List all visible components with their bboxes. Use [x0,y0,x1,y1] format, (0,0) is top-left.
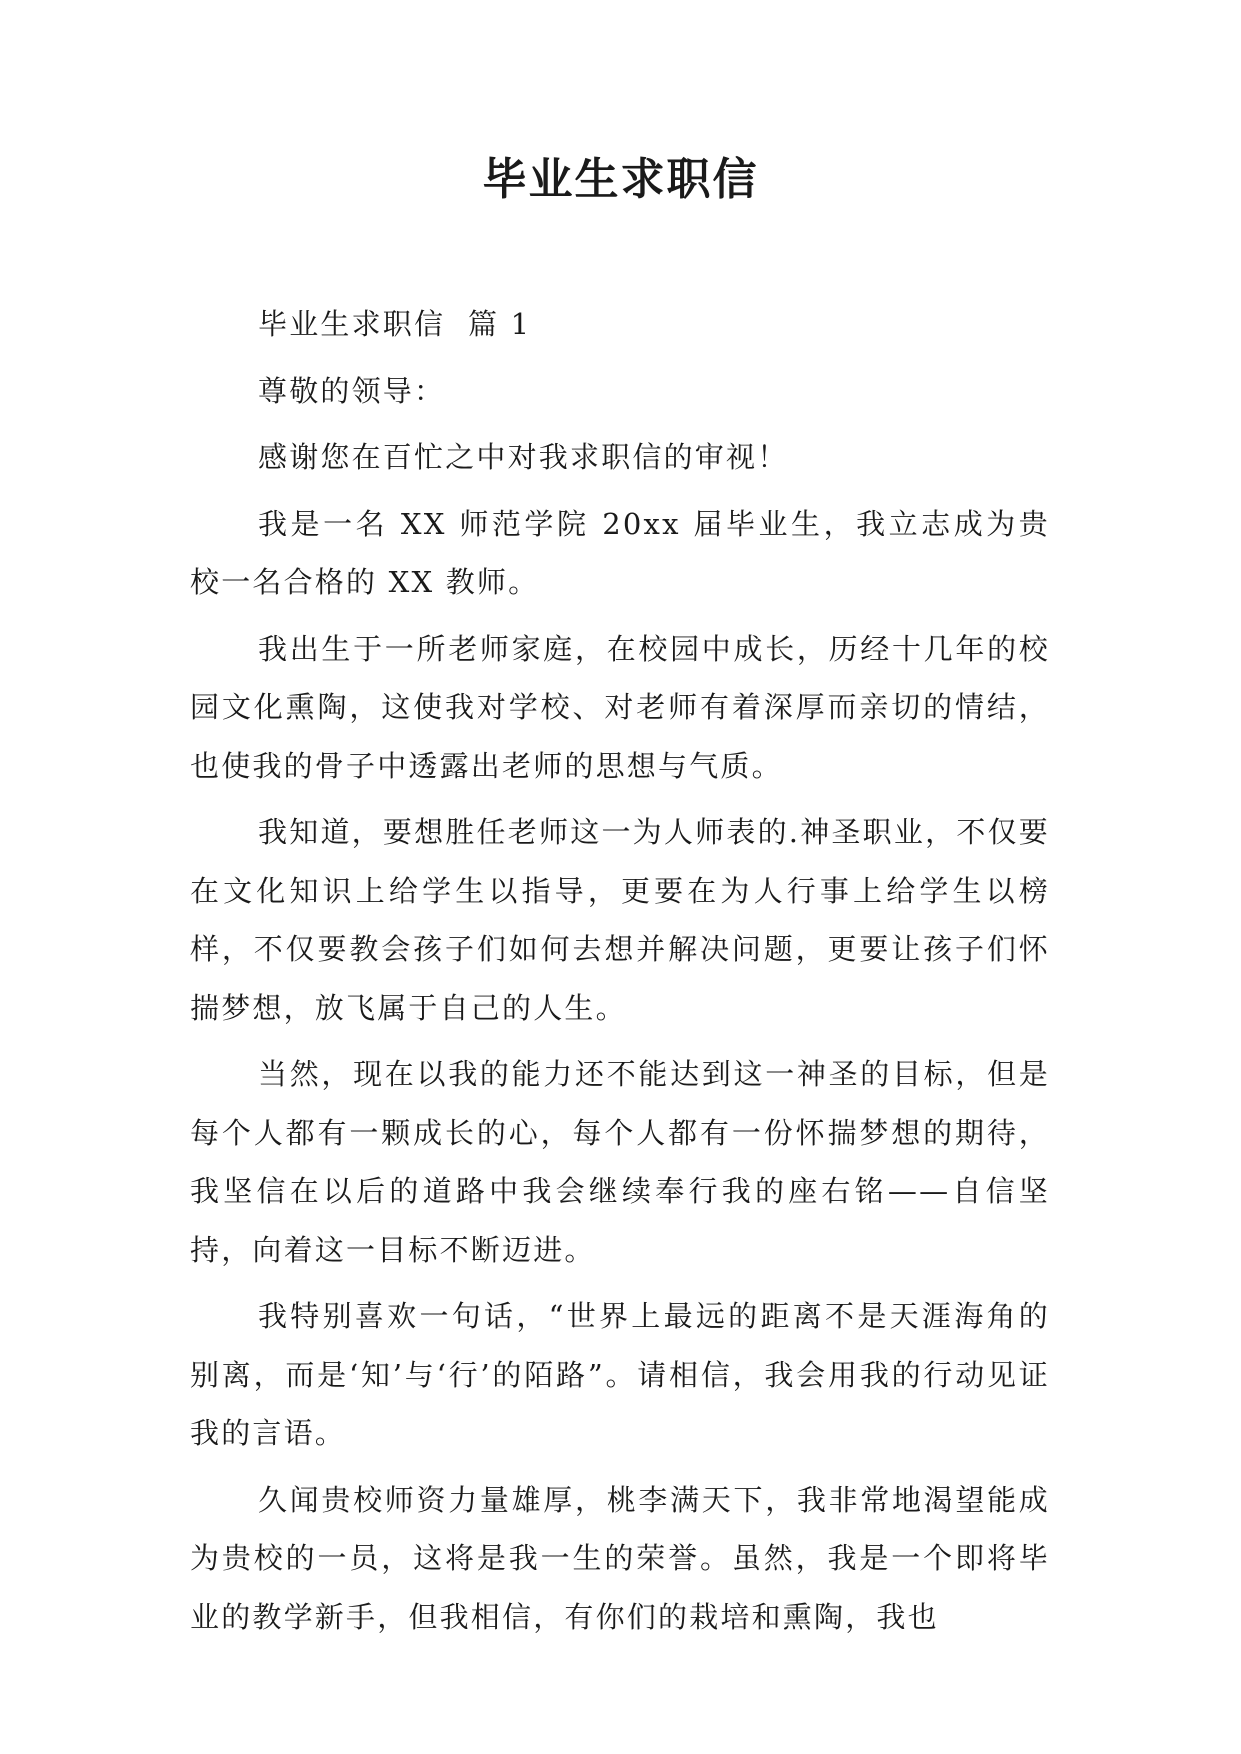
salutation: 尊敬的领导： [258,373,446,408]
paragraph-teaching-vision: 我知道，要想胜任老师这一为人师表的.神圣职业，不仅要在文化知识上给学生以指导，更要在为人行事上给学生以榜样，不仅要教会孩子们如何去想并解决问题，更要让孩子们怀揣梦想，放飞属于自己的人生。 [190,815,1050,1025]
section-heading: 毕业生求职信 篇 1 [258,307,532,341]
paragraph-thanks: 感谢您在百忙之中对我求职信的审视！ [258,440,789,474]
paragraph-goal: 当然，现在以我的能力还不能达到这一神圣的目标，但是每个人都有一颗成长的心，每个人都有一份怀揣梦想的期待，我坚信在以后的道路中我会继续奉行我的座右铭——自信坚持，向着这一目标不断迈进。 [190,1057,1050,1267]
letter-body [190,295,1050,1654]
paragraph-introduction: 我是一名 XX 师范学院 20xx 届毕业生，我立志成为贵校一名合格的 XX 教师。 [190,506,1050,599]
paragraph-background: 我出生于一所老师家庭，在校园中成长，历经十几年的校园文化熏陶，这使我对学校、对老师有着深厚而亲切的情结，也使我的骨子中透露出老师的思想与气质。 [190,631,1050,783]
paragraph-aspiration: 久闻贵校师资力量雄厚，桃李满天下，我非常地渴望能成为贵校的一员，这将是我一生的荣誉。虽然，我是一个即将毕业的教学新手，但我相信，有你们的栽培和熏陶，我也 [190,1482,1050,1634]
document-title: 毕业生求职信 [482,154,759,205]
paragraph-quote: 我特别喜欢一句话，“世界上最远的距离不是天涯海角的别离，而是‘知’与‘行’的陌路”。请相信，我会用我的行动见证我的言语。 [190,1299,1050,1450]
